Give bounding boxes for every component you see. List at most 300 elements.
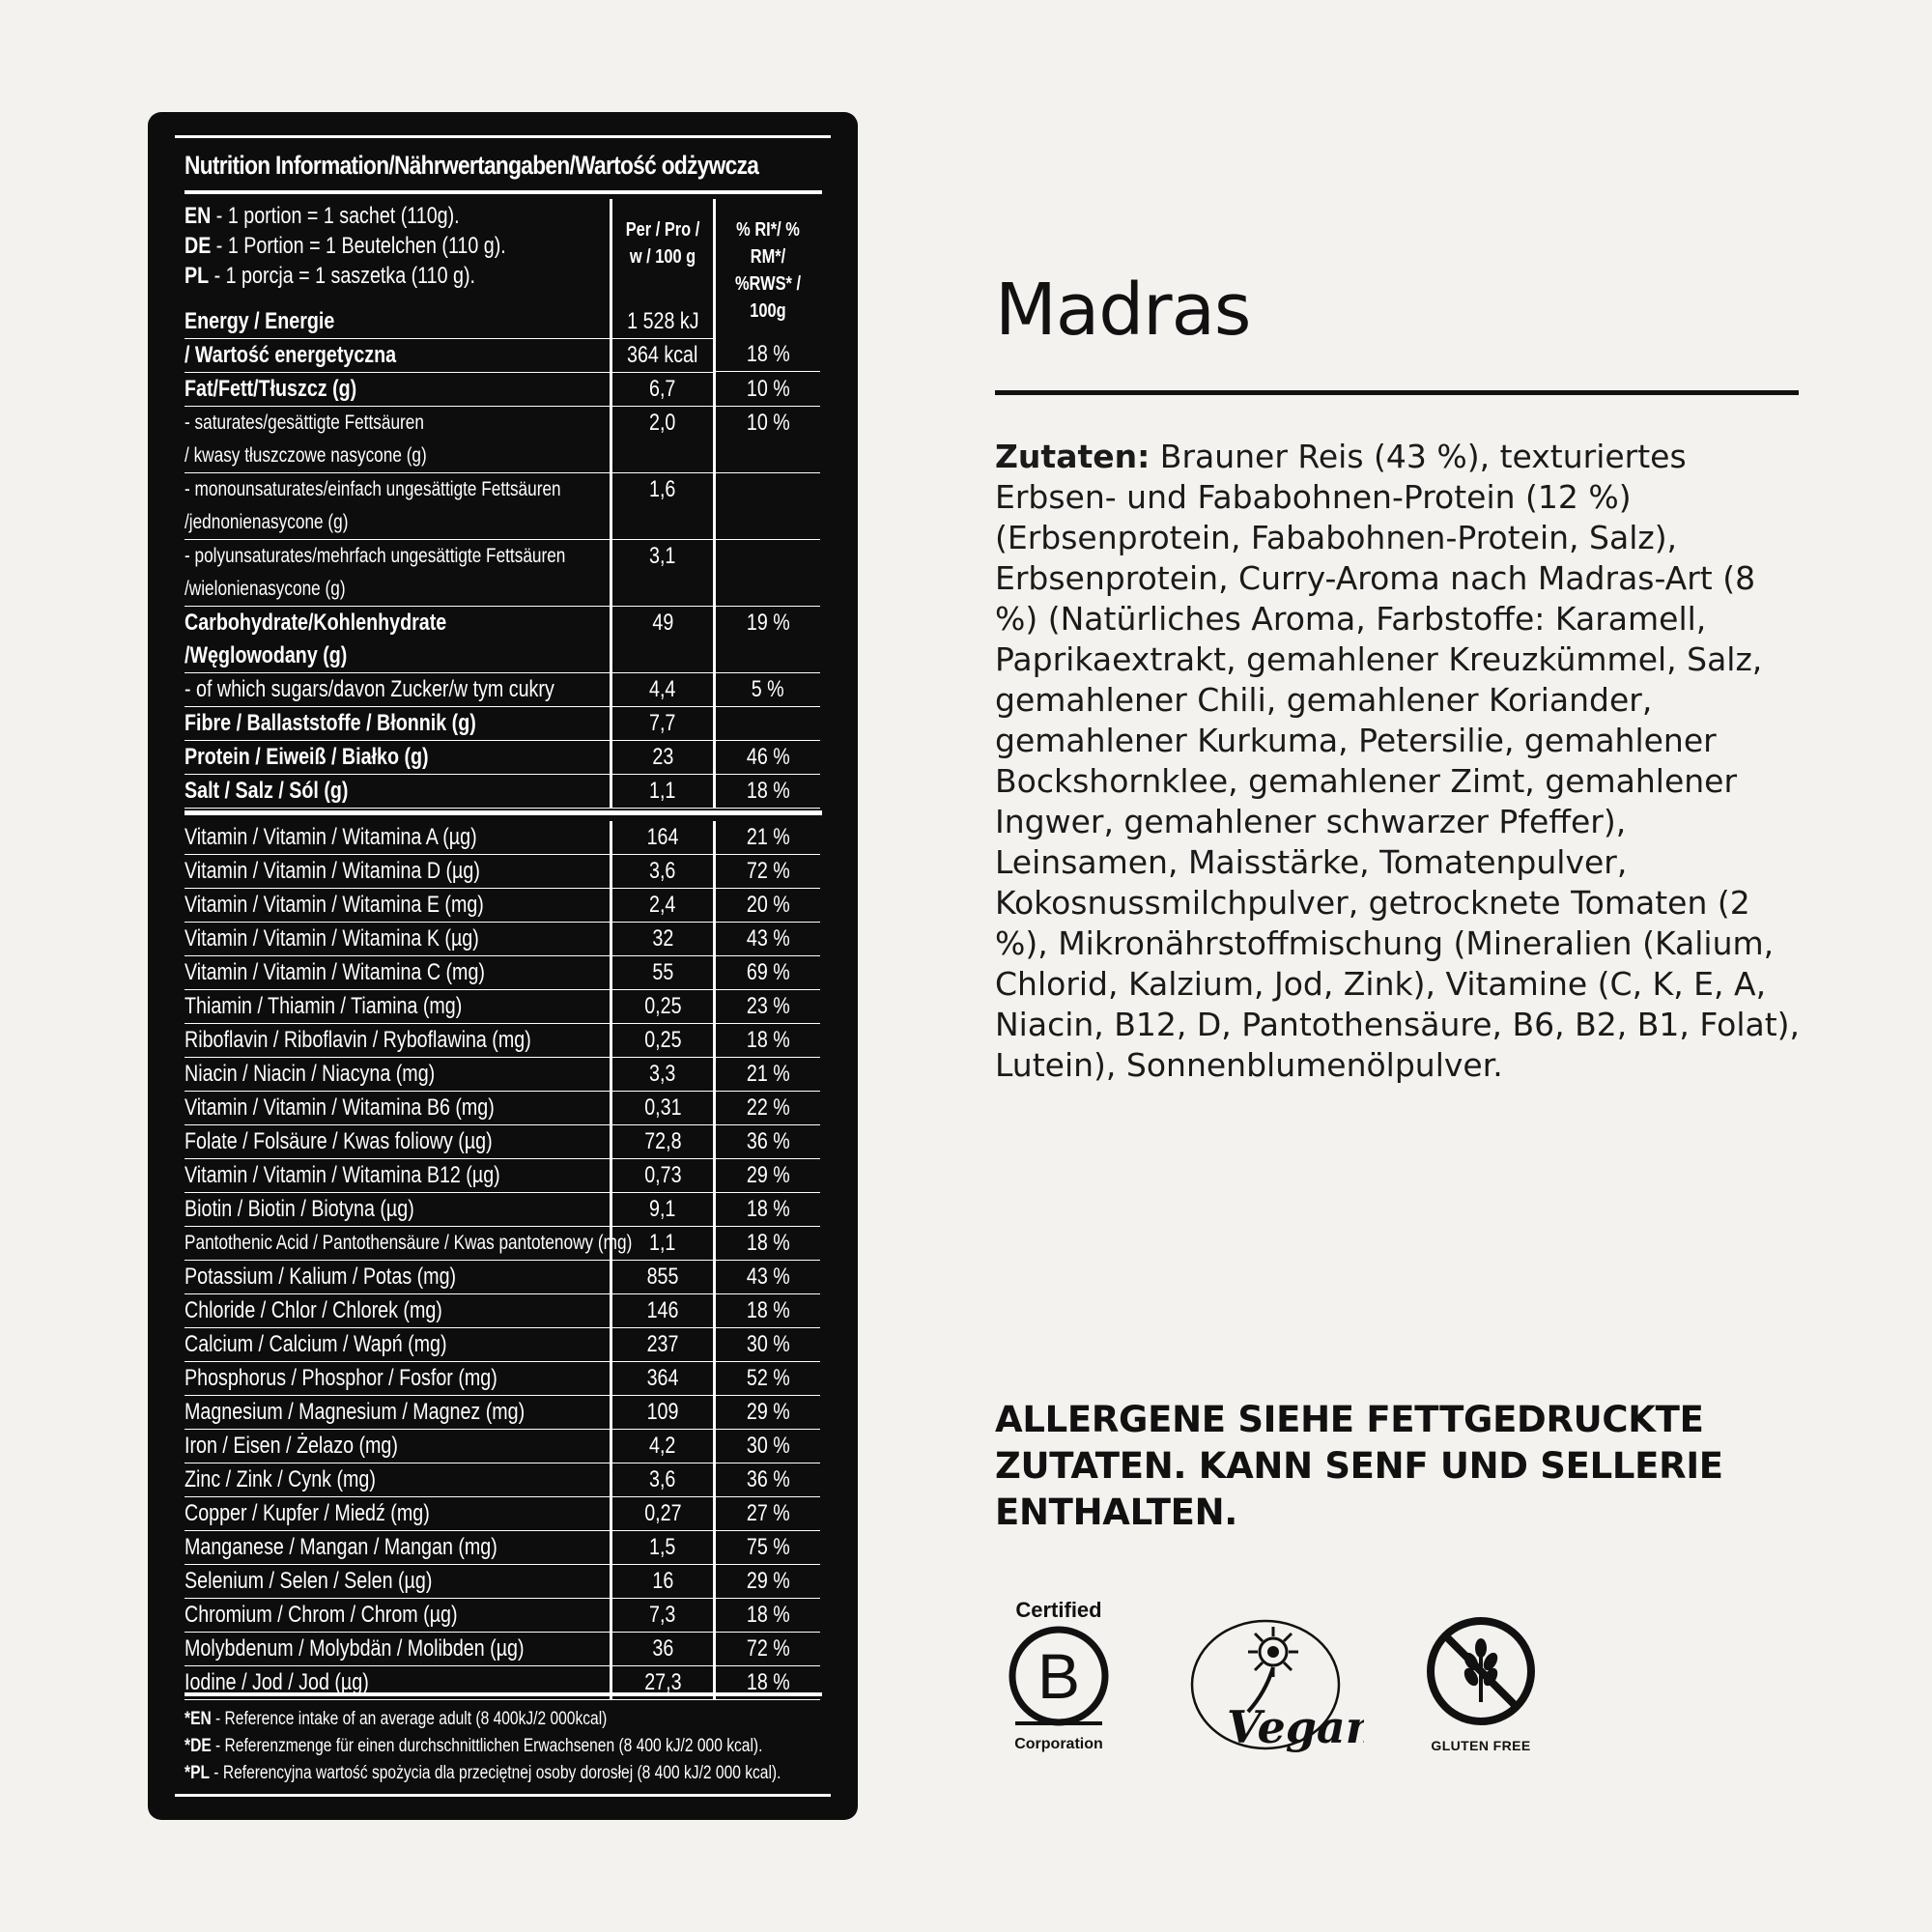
portion-line bbox=[185, 201, 610, 231]
micronutrient-ri-cell bbox=[716, 1497, 820, 1531]
micronutrient-value-cell bbox=[612, 1362, 713, 1396]
table-row bbox=[185, 990, 824, 1024]
micronutrient-ri-cell bbox=[716, 923, 820, 956]
micronutrient-label: Copper / Kupfer / Miedź (mg) bbox=[185, 1500, 430, 1526]
micronutrient-label-cell bbox=[185, 1430, 610, 1463]
micronutrient-label-cell bbox=[185, 1633, 610, 1666]
micronutrient-value-cell bbox=[612, 1633, 713, 1666]
portion-line-text bbox=[185, 231, 506, 261]
nutrient-label: Carbohydrate/Kohlenhydrate bbox=[185, 610, 447, 636]
micronutrient-ri: 43 % bbox=[746, 1264, 790, 1290]
micronutrient-value: 4,2 bbox=[649, 1433, 676, 1459]
nutrient-value: 3,1 bbox=[649, 543, 676, 569]
micronutrient-label: Folate / Folsäure / Kwas foliowy (µg) bbox=[185, 1128, 493, 1154]
nutrient-label: Fat/Fett/Tłuszcz (g) bbox=[185, 376, 357, 402]
micronutrient-ri-cell bbox=[716, 956, 820, 990]
micronutrient-ri: 21 % bbox=[746, 1061, 790, 1087]
table-row bbox=[185, 1227, 824, 1261]
micronutrient-ri-cell bbox=[716, 1092, 820, 1125]
footnote-code: *EN bbox=[185, 1709, 212, 1729]
vegan-logo bbox=[1180, 1615, 1364, 1770]
b-corp-logo bbox=[1001, 1598, 1117, 1753]
micronutrient-value: 164 bbox=[646, 824, 679, 850]
micronutrient-ri-cell bbox=[716, 1633, 820, 1666]
micronutrient-label-cell bbox=[185, 1294, 610, 1328]
ri-header bbox=[716, 199, 820, 322]
table-row bbox=[185, 1362, 824, 1396]
micronutrient-ri: 52 % bbox=[746, 1365, 790, 1391]
vegan-text: Vegan bbox=[1227, 1701, 1364, 1753]
micronutrient-value-cell bbox=[612, 1396, 713, 1430]
micronutrient-value: 0,31 bbox=[643, 1094, 682, 1121]
micronutrient-ri: 72 % bbox=[746, 858, 790, 884]
micronutrient-value: 3,3 bbox=[649, 1061, 676, 1087]
micronutrient-value: 27,3 bbox=[643, 1669, 682, 1695]
footnote bbox=[185, 1760, 781, 1787]
micronutrient-label: Phosphorus / Phosphor / Fosfor (mg) bbox=[185, 1365, 497, 1391]
micronutrient-value-cell bbox=[612, 956, 713, 990]
micronutrient-label: Chloride / Chlor / Chlorek (mg) bbox=[185, 1297, 442, 1323]
micronutrient-label-cell bbox=[185, 855, 610, 889]
micronutrient-value: 36 bbox=[652, 1635, 673, 1662]
nutrition-table bbox=[185, 199, 824, 1700]
micronutrient-value-cell bbox=[612, 1125, 713, 1159]
nutrient-label-2: /Węglowodany (g) bbox=[185, 642, 348, 668]
nutrient-ri: 19 % bbox=[746, 610, 790, 636]
sunflower-icon bbox=[1180, 1615, 1364, 1770]
nutrient-ri: 5 % bbox=[752, 676, 784, 702]
micronutrient-ri: 18 % bbox=[746, 1669, 790, 1695]
table-row bbox=[185, 1159, 824, 1193]
nutrient-value: 7,7 bbox=[649, 710, 676, 736]
micronutrient-ri-cell bbox=[716, 1159, 820, 1193]
footnote bbox=[185, 1706, 707, 1733]
footnote bbox=[185, 1733, 763, 1760]
micronutrient-label: Biotin / Biotin / Biotyna (µg) bbox=[185, 1196, 414, 1222]
table-row bbox=[185, 1261, 824, 1294]
table-row bbox=[185, 1024, 824, 1058]
micronutrient-ri: 23 % bbox=[746, 993, 790, 1019]
nutrient-label-cell bbox=[185, 407, 610, 473]
table-row bbox=[185, 1599, 824, 1633]
micronutrient-value-cell bbox=[612, 821, 713, 855]
ingredients-text bbox=[995, 437, 1806, 1086]
energy-kj: 1 528 kJ bbox=[626, 308, 699, 334]
nutrient-ri-cell bbox=[716, 707, 820, 741]
micronutrient-ri-cell bbox=[716, 1430, 820, 1463]
portion-lang-code: EN bbox=[185, 203, 212, 229]
ingredients-list: Brauner Reis (43 %), texturiertes Erbsen- und Fababohnen-Protein (12 %) (Erbsenprotein, Fababohnen-Protein, Salz), Erbsenprotein, Curry-Aroma nach Madras-Art (8 %) (Natürliches Aroma, Farbstoffe: Karamell, Paprikaextrakt, gemahlener Kreuzkümmel, Salz, gemahlener Chili, gemahlener Koriander, gemahlener Kurkuma, Petersilie, gemahlener Bockshornklee, gemahlener Zimt, gemahlener Ingwer, gemahlener schwarzer Pfeffer), Leinsamen, Maisstärke, Tomatenpulver, Kokosnussmilchpulver, getrocknete Tomaten (2 %), Mikronährstoffmischung (Mineralien (Kalium, Chlorid, Kalzium, Jod, Zink), Vitamine (C, K, E, A, Niacin, B12, D, Pantothensäure, B6, B2, B1, Folat), Lutein), Sonnenblumenölpulver. bbox=[995, 438, 1801, 1084]
micronutrient-value-cell bbox=[612, 1159, 713, 1193]
footnote-text: - Referencyjna wartość spożycia dla przeciętnej osoby dorosłej (8 400 kJ/2 000 kcal). bbox=[209, 1763, 781, 1783]
micronutrient-ri: 22 % bbox=[746, 1094, 790, 1121]
nutrient-value: 49 bbox=[652, 610, 673, 636]
micronutrient-value: 72,8 bbox=[643, 1128, 682, 1154]
micronutrient-ri-cell bbox=[716, 1362, 820, 1396]
micronutrient-ri-cell bbox=[716, 1058, 820, 1092]
nutrient-ri-cell bbox=[716, 473, 820, 540]
micronutrient-ri-cell bbox=[716, 1396, 820, 1430]
micro-rows bbox=[185, 821, 824, 1700]
micronutrient-ri-cell bbox=[716, 1193, 820, 1227]
micronutrient-ri: 18 % bbox=[746, 1230, 790, 1256]
portion-line-desc: - 1 portion = 1 sachet (110g). bbox=[211, 203, 460, 229]
micronutrient-label-cell bbox=[185, 1159, 610, 1193]
micronutrient-ri: 43 % bbox=[746, 925, 790, 952]
table-row bbox=[185, 1463, 824, 1497]
nutrient-label-line2 bbox=[185, 506, 610, 539]
nutrient-label-cell bbox=[185, 607, 610, 673]
micronutrient-value-cell bbox=[612, 1430, 713, 1463]
table-row bbox=[185, 707, 824, 741]
nutrient-label-2: /jednonienasycone (g) bbox=[185, 511, 349, 533]
micronutrient-value-cell bbox=[612, 1463, 713, 1497]
nutrient-label-cell bbox=[185, 540, 610, 607]
micronutrient-value: 55 bbox=[652, 959, 673, 985]
micronutrient-value-cell bbox=[612, 889, 713, 923]
micronutrient-value: 237 bbox=[646, 1331, 679, 1357]
energy-label-pl: / Wartość energetyczna bbox=[185, 342, 397, 368]
table-row bbox=[185, 1125, 824, 1159]
micronutrient-label: Manganese / Mangan / Mangan (mg) bbox=[185, 1534, 497, 1560]
nutrient-value-cell bbox=[612, 473, 713, 540]
micronutrient-value: 0,25 bbox=[643, 993, 682, 1019]
table-row bbox=[185, 1328, 824, 1362]
footnotes bbox=[185, 1692, 822, 1787]
footnote-text: - Referenzmenge für einen durchschnittlichen Erwachsenen (8 400 kJ/2 000 kcal). bbox=[211, 1736, 763, 1756]
micronutrient-label: Thiamin / Thiamin / Tiamina (mg) bbox=[185, 993, 463, 1019]
micronutrient-value-cell bbox=[612, 1294, 713, 1328]
micronutrient-value: 2,4 bbox=[649, 892, 676, 918]
micronutrient-value: 9,1 bbox=[649, 1196, 676, 1222]
micronutrient-value: 3,6 bbox=[649, 1466, 676, 1492]
table-row bbox=[185, 607, 824, 673]
nutrient-value-cell bbox=[612, 607, 713, 673]
micronutrient-value: 3,6 bbox=[649, 858, 676, 884]
b-corp-icon bbox=[1006, 1623, 1112, 1729]
ingredients-label: Zutaten: bbox=[995, 438, 1151, 475]
nutrient-label: - saturates/gesättigte Fettsäuren bbox=[185, 412, 424, 434]
micronutrient-label-cell bbox=[185, 923, 610, 956]
micronutrient-ri: 36 % bbox=[746, 1128, 790, 1154]
nutrient-value-cell bbox=[612, 673, 713, 707]
table-row bbox=[185, 540, 824, 607]
micronutrient-value-cell bbox=[612, 1193, 713, 1227]
micronutrient-ri-cell bbox=[716, 1024, 820, 1058]
micronutrient-ri-cell bbox=[716, 1294, 820, 1328]
nutrient-ri: 10 % bbox=[746, 376, 790, 402]
portion-lang-code: DE bbox=[185, 233, 212, 259]
micronutrient-ri: 30 % bbox=[746, 1433, 790, 1459]
micronutrient-ri: 18 % bbox=[746, 1297, 790, 1323]
bcorp-letter: B bbox=[1037, 1640, 1081, 1712]
title-divider bbox=[185, 190, 822, 194]
table-row bbox=[185, 923, 824, 956]
micronutrient-label: Iodine / Jod / Jod (µg) bbox=[185, 1669, 369, 1695]
micronutrient-label: Niacin / Niacin / Niacyna (mg) bbox=[185, 1061, 436, 1087]
nutrient-label-cell bbox=[185, 741, 610, 775]
micronutrient-value: 855 bbox=[646, 1264, 679, 1290]
nutrient-ri-cell bbox=[716, 775, 820, 809]
nutrient-label-line2 bbox=[185, 639, 610, 672]
micronutrient-value: 0,73 bbox=[643, 1162, 682, 1188]
table-row bbox=[185, 1565, 824, 1599]
energy-kcal: 364 kcal bbox=[627, 342, 698, 368]
micronutrient-label: Riboflavin / Riboflavin / Ryboflawina (mg) bbox=[185, 1027, 531, 1053]
micronutrient-ri: 30 % bbox=[746, 1331, 790, 1357]
micronutrient-label-cell bbox=[185, 821, 610, 855]
table-row bbox=[185, 673, 824, 707]
gluten-free-icon bbox=[1425, 1615, 1537, 1727]
micronutrient-label-cell bbox=[185, 990, 610, 1024]
micronutrient-ri-cell bbox=[716, 1125, 820, 1159]
micronutrient-ri: 69 % bbox=[746, 959, 790, 985]
macro-rows bbox=[185, 373, 824, 809]
micronutrient-ri-cell bbox=[716, 1261, 820, 1294]
micronutrient-value: 364 bbox=[646, 1365, 679, 1391]
micronutrient-ri-cell bbox=[716, 1463, 820, 1497]
nutrient-label-2: /wielonienasycone (g) bbox=[185, 578, 346, 600]
portion-info bbox=[185, 199, 610, 305]
micronutrient-label-cell bbox=[185, 1024, 610, 1058]
micronutrient-label: Iron / Eisen / Żelazo (mg) bbox=[185, 1433, 398, 1459]
nutrient-value-cell bbox=[612, 540, 713, 607]
nutrient-ri: 18 % bbox=[746, 778, 790, 804]
micronutrient-value-cell bbox=[612, 1531, 713, 1565]
micronutrient-value-cell bbox=[612, 1328, 713, 1362]
table-row bbox=[185, 1396, 824, 1430]
micronutrient-label-cell bbox=[185, 1125, 610, 1159]
micronutrient-value: 0,25 bbox=[643, 1027, 682, 1053]
nutrient-label-cell bbox=[185, 673, 610, 707]
nutrient-label-line2 bbox=[185, 573, 610, 606]
table-row bbox=[185, 1497, 824, 1531]
micronutrient-label-cell bbox=[185, 1261, 610, 1294]
bcorp-top-text: Certified bbox=[1015, 1598, 1102, 1622]
nutrient-label: Fibre / Ballaststoffe / Błonnik (g) bbox=[185, 710, 476, 736]
micronutrient-value: 146 bbox=[646, 1297, 679, 1323]
nutrient-value: 23 bbox=[652, 744, 673, 770]
micronutrient-value-cell bbox=[612, 923, 713, 956]
portion-line-desc: - 1 porcja = 1 saszetka (110 g). bbox=[209, 263, 475, 289]
micronutrient-value-cell bbox=[612, 1227, 713, 1261]
micronutrient-value-cell bbox=[612, 1058, 713, 1092]
micronutrient-ri-cell bbox=[716, 1227, 820, 1261]
micronutrient-value-cell bbox=[612, 1024, 713, 1058]
micronutrient-label-cell bbox=[185, 889, 610, 923]
footnote-code: *PL bbox=[185, 1763, 210, 1783]
nutrient-value: 4,4 bbox=[649, 676, 676, 702]
table-row bbox=[185, 1092, 824, 1125]
micronutrient-value-cell bbox=[612, 990, 713, 1024]
micronutrient-label: Magnesium / Magnesium / Magnez (mg) bbox=[185, 1399, 526, 1425]
table-row bbox=[185, 855, 824, 889]
nutrient-label: - of which sugars/davon Zucker/w tym cukry bbox=[185, 676, 554, 702]
table-row bbox=[185, 407, 824, 473]
micronutrient-label-cell bbox=[185, 1531, 610, 1565]
micronutrient-value: 7,3 bbox=[649, 1602, 676, 1628]
micronutrient-ri-cell bbox=[716, 889, 820, 923]
panel-bottom-rule bbox=[175, 1794, 831, 1797]
per-100g-header-text: Per / Pro / w / 100 g bbox=[625, 219, 700, 268]
micronutrient-ri: 29 % bbox=[746, 1162, 790, 1188]
panel-top-rule bbox=[175, 135, 831, 138]
table-row bbox=[185, 373, 824, 407]
nutrition-panel bbox=[148, 112, 858, 1820]
micronutrient-label-cell bbox=[185, 1193, 610, 1227]
micronutrient-value-cell bbox=[612, 1261, 713, 1294]
footnote-code: *DE bbox=[185, 1736, 212, 1756]
micronutrient-label: Potassium / Kalium / Potas (mg) bbox=[185, 1264, 457, 1290]
micronutrient-ri-cell bbox=[716, 1565, 820, 1599]
nutrient-label: Protein / Eiweiß / Białko (g) bbox=[185, 744, 429, 770]
portion-line-desc: - 1 Portion = 1 Beutelchen (110 g). bbox=[211, 233, 506, 259]
micronutrient-label: Vitamin / Vitamin / Witamina E (mg) bbox=[185, 892, 484, 918]
micronutrient-value: 0,27 bbox=[643, 1500, 682, 1526]
micronutrient-ri-cell bbox=[716, 821, 820, 855]
micronutrient-label: Vitamin / Vitamin / Witamina B6 (mg) bbox=[185, 1094, 495, 1121]
product-title: Madras bbox=[995, 269, 1251, 352]
micronutrient-label-cell bbox=[185, 1565, 610, 1599]
micronutrient-ri: 75 % bbox=[746, 1534, 790, 1560]
micronutrient-ri: 72 % bbox=[746, 1635, 790, 1662]
nutrient-ri-cell bbox=[716, 540, 820, 607]
micronutrient-ri: 36 % bbox=[746, 1466, 790, 1492]
nutrient-value-cell bbox=[612, 407, 713, 473]
micronutrient-label: Pantothenic Acid / Pantothensäure / Kwas pantotenowy (mg) bbox=[185, 1232, 633, 1254]
nutrient-label-cell bbox=[185, 373, 610, 407]
energy-pct: 18 % bbox=[746, 341, 790, 367]
micronutrient-ri-cell bbox=[716, 1328, 820, 1362]
nutrient-label: Salt / Salz / Sól (g) bbox=[185, 778, 349, 804]
nutrient-label: - monounsaturates/einfach ungesättigte Fettsäuren bbox=[185, 478, 561, 500]
nutrient-label-2: / kwasy tłuszczowe nasycone (g) bbox=[185, 444, 427, 467]
micronutrient-ri: 29 % bbox=[746, 1568, 790, 1594]
section-divider bbox=[185, 810, 822, 815]
micronutrient-ri: 27 % bbox=[746, 1500, 790, 1526]
micronutrient-value-cell bbox=[612, 1599, 713, 1633]
micronutrient-label-cell bbox=[185, 956, 610, 990]
table-row bbox=[185, 1531, 824, 1565]
micronutrient-label: Vitamin / Vitamin / Witamina C (mg) bbox=[185, 959, 485, 985]
micronutrient-label-cell bbox=[185, 1092, 610, 1125]
micronutrient-value: 1,5 bbox=[649, 1534, 676, 1560]
nutrient-label-cell bbox=[185, 473, 610, 540]
nutrient-value-cell bbox=[612, 707, 713, 741]
table-row bbox=[185, 889, 824, 923]
micronutrient-ri-cell bbox=[716, 990, 820, 1024]
table-row bbox=[185, 1430, 824, 1463]
gluten-free-logo bbox=[1420, 1615, 1542, 1753]
nutrient-ri: 46 % bbox=[746, 744, 790, 770]
micronutrient-label-cell bbox=[185, 1328, 610, 1362]
table-row bbox=[185, 741, 824, 775]
nutrient-label-line2 bbox=[185, 440, 610, 472]
portion-line bbox=[185, 261, 610, 291]
nutrient-label-cell bbox=[185, 775, 610, 809]
micronutrient-value-cell bbox=[612, 1497, 713, 1531]
micronutrient-ri-cell bbox=[716, 1599, 820, 1633]
micronutrient-value-cell bbox=[612, 855, 713, 889]
footnote-text: - Reference intake of an average adult (8 400kJ/2 000kcal) bbox=[211, 1709, 608, 1729]
ri-header-text: % RI*/ % RM*/ %RWS* / 100g bbox=[734, 219, 802, 322]
nutrient-value: 1,1 bbox=[649, 778, 676, 804]
nutrient-value: 1,6 bbox=[649, 476, 676, 502]
micronutrient-ri: 20 % bbox=[746, 892, 790, 918]
micronutrient-label: Zinc / Zink / Cynk (mg) bbox=[185, 1466, 376, 1492]
micronutrient-label-cell bbox=[185, 1227, 633, 1261]
nutrient-label-cell bbox=[185, 707, 610, 741]
table-row bbox=[185, 1058, 824, 1092]
micronutrient-ri: 18 % bbox=[746, 1602, 790, 1628]
table-row bbox=[185, 821, 824, 855]
micronutrient-value: 16 bbox=[652, 1568, 673, 1594]
micronutrient-value: 32 bbox=[652, 925, 673, 952]
nutrient-ri-cell bbox=[716, 607, 820, 673]
portion-line-text bbox=[185, 201, 460, 231]
micronutrient-ri-cell bbox=[716, 855, 820, 889]
portion-line-text bbox=[185, 261, 475, 291]
micronutrient-label-cell bbox=[185, 1599, 610, 1633]
micronutrient-ri-cell bbox=[716, 1531, 820, 1565]
table-row bbox=[185, 1294, 824, 1328]
table-row bbox=[185, 1633, 824, 1666]
nutrition-title: Nutrition Information/Nährwertangaben/Wartość odżywcza bbox=[185, 151, 759, 180]
micronutrient-value: 109 bbox=[646, 1399, 679, 1425]
nutrient-ri-cell bbox=[716, 373, 820, 407]
bcorp-bottom-text: Corporation bbox=[1014, 1736, 1103, 1752]
micronutrient-label: Molybdenum / Molybdän / Molibden (µg) bbox=[185, 1635, 525, 1662]
micronutrient-ri: 18 % bbox=[746, 1196, 790, 1222]
micronutrient-label: Vitamin / Vitamin / Witamina K (µg) bbox=[185, 925, 479, 952]
micronutrient-ri: 21 % bbox=[746, 824, 790, 850]
micronutrient-label: Vitamin / Vitamin / Witamina B12 (µg) bbox=[185, 1162, 500, 1188]
micronutrient-label: Chromium / Chrom / Chrom (µg) bbox=[185, 1602, 458, 1628]
micronutrient-value-cell bbox=[612, 1092, 713, 1125]
nutrient-value-cell bbox=[612, 373, 713, 407]
micronutrient-label-cell bbox=[185, 1497, 610, 1531]
micronutrient-label: Calcium / Calcium / Wapń (mg) bbox=[185, 1331, 447, 1357]
micronutrient-label-cell bbox=[185, 1463, 610, 1497]
energy-row bbox=[185, 305, 824, 373]
micronutrient-value: 1,1 bbox=[649, 1230, 676, 1256]
micronutrient-label-cell bbox=[185, 1362, 610, 1396]
nutrient-ri-cell bbox=[716, 673, 820, 707]
per-100g-header bbox=[612, 199, 713, 305]
allergen-note: ALLERGENE SIEHE FETTGEDRUCKTE ZUTATEN. KANN SENF UND SELLERIE ENTHALTEN. bbox=[995, 1399, 1723, 1533]
table-row bbox=[185, 775, 824, 809]
nutrient-ri-cell bbox=[716, 407, 820, 473]
micronutrient-label: Selenium / Selen / Selen (µg) bbox=[185, 1568, 433, 1594]
nutrient-value: 2,0 bbox=[649, 410, 676, 436]
nutrient-label: - polyunsaturates/mehrfach ungesättigte Fettsäuren bbox=[185, 545, 566, 567]
micronutrient-label: Vitamin / Vitamin / Witamina D (µg) bbox=[185, 858, 480, 884]
energy-label: Energy / Energie bbox=[185, 308, 335, 334]
title-rule bbox=[995, 390, 1799, 395]
nutrient-ri: 10 % bbox=[746, 410, 790, 436]
micronutrient-ri: 29 % bbox=[746, 1399, 790, 1425]
portion-line bbox=[185, 231, 610, 261]
micronutrient-label: Vitamin / Vitamin / Witamina A (µg) bbox=[185, 824, 477, 850]
micronutrient-label-cell bbox=[185, 1396, 610, 1430]
gluten-free-label: GLUTEN FREE bbox=[1431, 1738, 1531, 1753]
micronutrient-ri: 18 % bbox=[746, 1027, 790, 1053]
table-row bbox=[185, 1193, 824, 1227]
micronutrient-label-cell bbox=[185, 1058, 610, 1092]
table-row bbox=[185, 956, 824, 990]
nutrient-value: 6,7 bbox=[649, 376, 676, 402]
portion-lang-code: PL bbox=[185, 263, 210, 289]
